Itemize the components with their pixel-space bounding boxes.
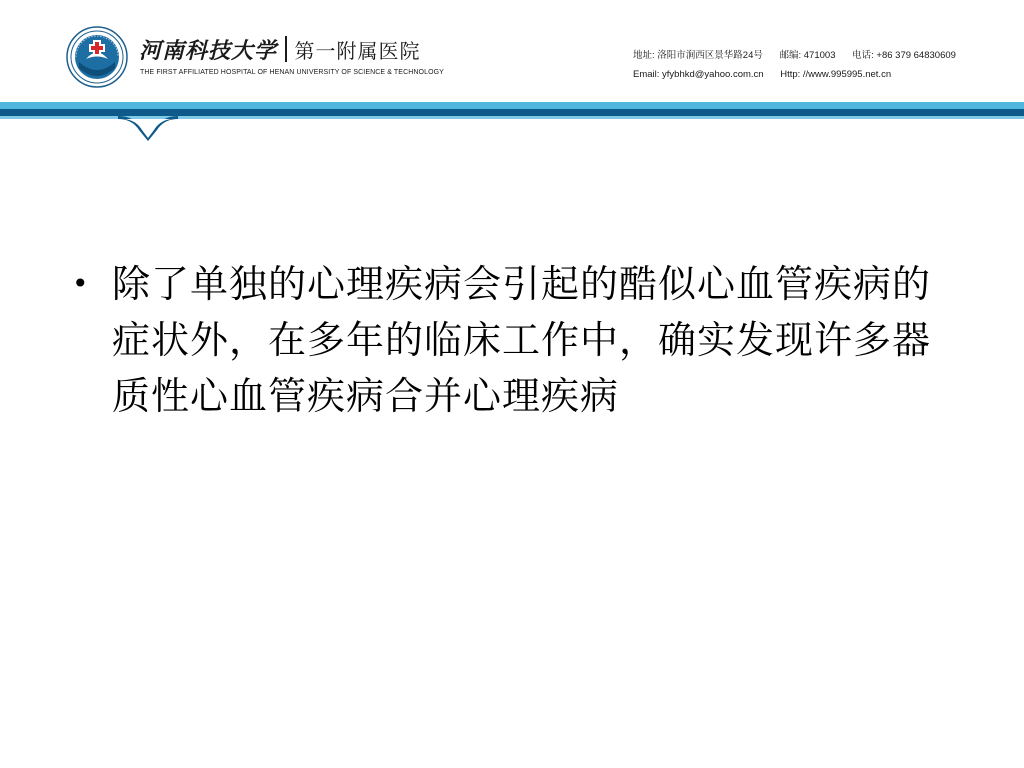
slide-content bbox=[72, 256, 952, 424]
header-decorative-bands bbox=[0, 98, 1024, 143]
hospital-logo-icon bbox=[66, 26, 128, 88]
bullet-symbol: • bbox=[72, 267, 89, 300]
contact-address: 地址: 洛阳市涧西区景华路24号 bbox=[633, 50, 763, 61]
contact-email: Email: yfybhkd@yahoo.com.cn bbox=[633, 69, 764, 80]
band-dark bbox=[0, 109, 1024, 116]
contact-row-2 bbox=[633, 65, 956, 84]
hospital-name: 第一附属医院 bbox=[294, 38, 421, 63]
contact-info bbox=[633, 46, 956, 84]
contact-phone: 电话: +86 379 64830609 bbox=[852, 50, 956, 61]
contact-row-1 bbox=[633, 46, 956, 65]
bullet-text: 除了单独的心理疾病会引起的酷似心血管疾病的症状外，在多年的临床工作中，确实发现许多器质性心血管疾病合并心理疾病 bbox=[112, 262, 932, 418]
bullet-item bbox=[72, 256, 952, 424]
band-light-bottom bbox=[0, 116, 1024, 119]
contact-postcode: 邮编: 471003 bbox=[779, 50, 836, 61]
university-name: 河南科技大学 bbox=[139, 37, 278, 64]
band-light-top bbox=[0, 102, 1024, 109]
hospital-title bbox=[139, 33, 421, 65]
contact-website: Http: //www.995995.net.cn bbox=[780, 69, 892, 80]
hospital-name-english: THE FIRST AFFILIATED HOSPITAL OF HENAN UNIVERSITY OF SCIENCE & TECHNOLOGY bbox=[140, 69, 444, 76]
title-divider bbox=[285, 36, 287, 62]
